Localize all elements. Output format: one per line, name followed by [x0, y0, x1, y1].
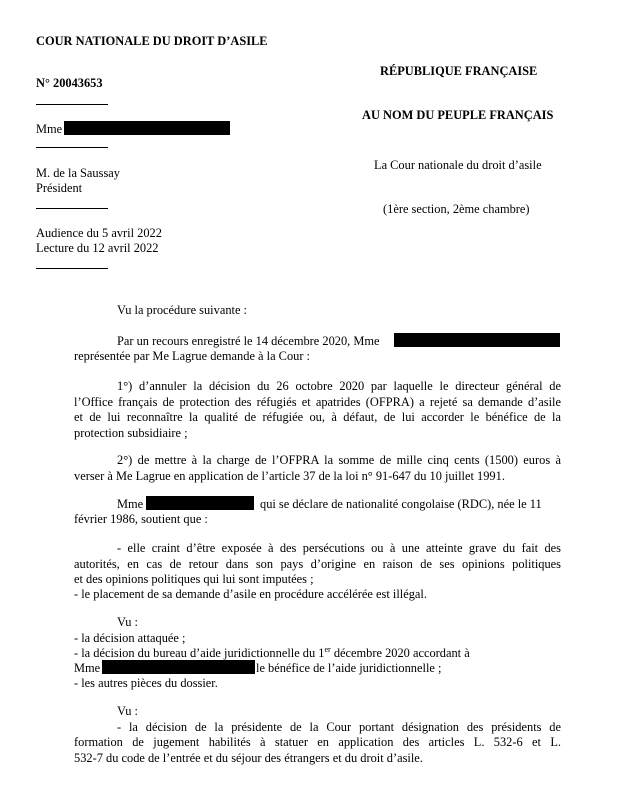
chamber-section: (1ère section, 2ème chambre) — [383, 202, 530, 216]
list-item-continuation: autorités, en cas de retour dans son pays d’origine en raison de ses opinions politiques — [74, 557, 561, 571]
paragraph-line: 1°) d’annuler la décision du 26 octobre 2020 par laquelle le directeur général de — [117, 379, 561, 393]
list-item-continuation: et des opinions politiques qui lui sont imputées ; — [74, 572, 314, 586]
text-fragment: - la décision du bureau d’aide juridictionnelle du 1 — [74, 646, 325, 660]
list-item-continuation: formation de jugement habilités à statuer en application des articles L. 532-6 et L. — [74, 735, 561, 749]
divider — [36, 268, 108, 269]
paragraph-line: et de lui reconnaître la qualité de réfugiée ou, à défaut, de lui accorder le bénéfice de la — [74, 410, 561, 424]
paragraph-line: protection subsidiaire ; — [74, 426, 188, 440]
appeal-line-1: Par un recours enregistré le 14 décembre 2020, Mme — [117, 334, 380, 348]
list-item-continuation: 532-7 du code de l’entrée et du séjour des étrangers et du droit d’asile. — [74, 751, 423, 765]
judge-name: M. de la Saussay — [36, 166, 120, 180]
paragraph-line: l’Office français de protection des réfugiés et apatrides (OFPRA) a rejeté sa demande d’asile — [74, 395, 561, 409]
republic-heading: RÉPUBLIQUE FRANÇAISE — [380, 64, 538, 78]
list-item: - la décision attaquée ; — [74, 631, 186, 645]
in-the-name-heading: AU NOM DU PEUPLE FRANÇAIS — [362, 108, 554, 122]
list-item: - la décision de la présidente de la Cour portant désignation des présidents de — [117, 720, 561, 734]
mme-label: Mme — [117, 497, 144, 511]
court-statement: La Cour nationale du droit d’asile — [374, 158, 542, 172]
divider — [36, 147, 108, 148]
procedure-intro: Vu la procédure suivante : — [117, 303, 247, 317]
nationality-line-1: qui se déclare de nationalité congolaise (RDC), née le 11 — [260, 497, 542, 511]
divider — [36, 104, 108, 105]
paragraph-line: 2°) de mettre à la charge de l’OFPRA la somme de mille cinq cents (1500) euros à — [117, 453, 561, 467]
hearing-date: Audience du 5 avril 2022 — [36, 226, 162, 240]
vu-heading: Vu : — [117, 704, 138, 718]
redaction-bar — [102, 660, 255, 674]
divider — [36, 208, 108, 209]
list-item — [74, 645, 470, 661]
list-item: - les autres pièces du dossier. — [74, 676, 218, 690]
text-fragment: décembre 2020 accordant à — [330, 646, 470, 660]
nationality-line-2: février 1986, soutient que : — [74, 512, 208, 526]
vu-heading: Vu : — [117, 615, 138, 629]
list-item: - elle craint d’être exposée à des persécutions ou à une atteinte grave du fait des — [117, 541, 561, 555]
list-item-continuation: le bénéfice de l’aide juridictionnelle ; — [256, 661, 442, 675]
mme-label: Mme — [36, 122, 63, 136]
appeal-line-2: représentée par Me Lagrue demande à la Cour : — [74, 349, 310, 363]
court-name: COUR NATIONALE DU DROIT D’ASILE — [36, 34, 268, 48]
redaction-bar — [394, 333, 560, 347]
mme-label: Mme — [74, 661, 101, 675]
redaction-bar — [146, 496, 254, 510]
list-item: - le placement de sa demande d’asile en procédure accélérée est illégal. — [74, 587, 427, 601]
reading-date: Lecture du 12 avril 2022 — [36, 241, 159, 255]
ordinal-suffix: er — [324, 644, 331, 654]
judge-title: Président — [36, 181, 83, 195]
paragraph-line: verser à Me Lagrue en application de l’article 37 de la loi n° 91-647 du 10 juillet 1991. — [74, 469, 505, 483]
redaction-bar — [64, 121, 230, 135]
case-number: N° 20043653 — [36, 76, 103, 90]
